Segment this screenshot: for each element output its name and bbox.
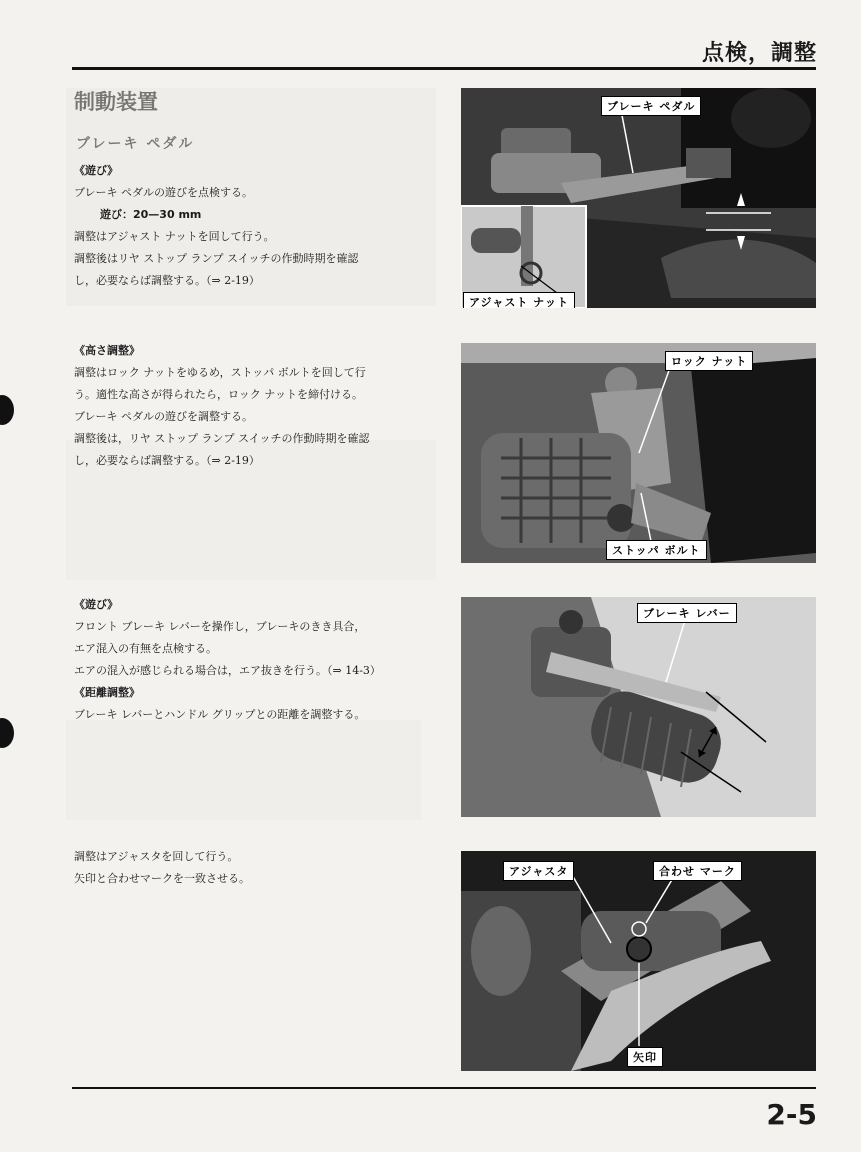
text-line: う。適性な高さが得られたら，ロック ナットを締付ける。 [74, 388, 364, 401]
footer-rule [72, 1087, 816, 1089]
text-line: フロント ブレーキ レバーを操作し，ブレーキのきき具合， [74, 620, 366, 633]
lever-adjuster-text [74, 846, 442, 890]
page-header-title: 点検，調整 [701, 41, 817, 66]
block-heading: 《高さ調整》 [74, 344, 140, 357]
text-line: 調整はアジャスタを回して行う。 [74, 850, 239, 863]
lever-adjuster-photo [461, 851, 816, 1071]
spec-line: 遊び：20—30 mm [100, 208, 202, 221]
page-number: 2-5 [766, 1098, 817, 1131]
pedal-free-play-text [74, 160, 442, 292]
block-heading: 《遊び》 [74, 164, 119, 177]
binder-hole [0, 718, 14, 748]
arrow-mark-label: 矢印 [627, 1047, 663, 1067]
text-line: し，必要ならば調整する。（⇒ 2-19） [74, 454, 260, 467]
text-line: ブレーキ ペダルの遊びを点検する。 [74, 186, 254, 199]
brake-pedal-label: ブレーキ ペダル [601, 96, 701, 116]
adjust-nut-label: アジャスト ナット [463, 292, 575, 308]
text-line: 矢印と合わせマークを一致させる。 [74, 872, 250, 885]
brake-pedal-photo [461, 88, 816, 308]
text-line: 調整はアジャスト ナットを回して行う。 [74, 230, 275, 243]
text-line: 調整はロック ナットをゆるめ，ストッパ ボルトを回して行 [74, 366, 366, 379]
align-mark-label: 合わせ マーク [653, 861, 742, 881]
block-heading: 《遊び》 [74, 598, 119, 611]
lever-free-play-text [74, 594, 442, 726]
section-title: 制動装置 [74, 90, 158, 114]
text-line: エアの混入が感じられる場合は，エア抜きを行う。（⇒ 14-3） [74, 664, 381, 677]
brake-lever-label: ブレーキ レバー [637, 603, 737, 623]
binder-hole [0, 395, 14, 425]
block-heading: 《距離調整》 [74, 686, 140, 699]
text-line: 調整後はリヤ ストップ ランプ スイッチの作動時期を確認 [74, 252, 359, 265]
subsection-title: ブレーキ ペダル [76, 136, 195, 152]
text-line: し，必要ならば調整する。（⇒ 2-19） [74, 274, 260, 287]
header-rule [72, 67, 816, 70]
pedal-height-photo [461, 343, 816, 563]
text-line: ブレーキ ペダルの遊びを調整する。 [74, 410, 254, 423]
brake-lever-photo [461, 597, 816, 817]
text-line: 調整後は，リヤ ストップ ランプ スイッチの作動時期を確認 [74, 432, 370, 445]
lock-nut-label: ロック ナット [665, 351, 753, 371]
stopper-bolt-label: ストッパ ボルト [606, 540, 707, 560]
adjuster-label: アジャスタ [503, 861, 574, 881]
bleed-through-area [66, 720, 421, 820]
text-line: ブレーキ レバーとハンドル グリップとの距離を調整する。 [74, 708, 366, 721]
pedal-height-text [74, 340, 442, 472]
text-line: エア混入の有無を点検する。 [74, 642, 217, 655]
